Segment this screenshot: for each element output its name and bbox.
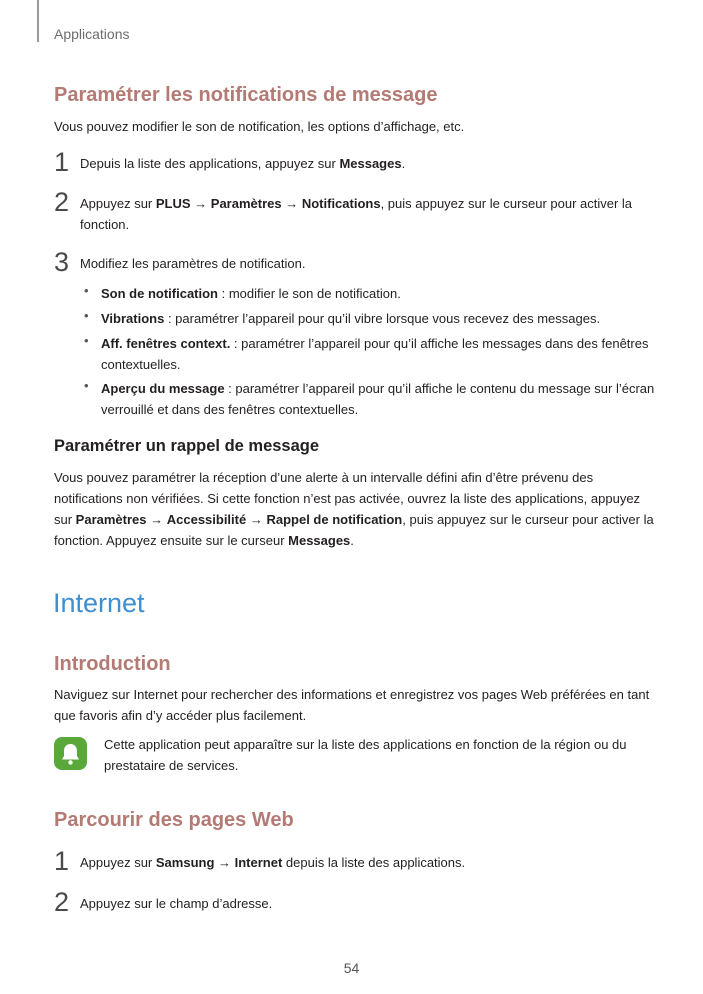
reminder-paragraph: Vous pouvez paramétrer la réception d’une alerte à un intervalle défini afin d’être prévenu des notifications non vérifiées. Si cette fonction n’est pas activée, ouvrez la liste des applications, appuyez sur Paramètres → Accessibilité → Rappel de notification, puis appuyez sur le curseur pour activer la fonction. Appuyez ensuite sur le curseur Messages. [54, 470, 654, 548]
section-title-introduction: Introduction [54, 653, 171, 675]
margin-rule [37, 0, 39, 42]
bell-icon [54, 737, 87, 770]
chapter-title-internet: Internet [53, 588, 145, 618]
bullet-dot: • [84, 378, 89, 393]
bullet-dot: • [84, 333, 89, 348]
section-intro: Vous pouvez modifier le son de notification, les options d’affichage, etc. [54, 119, 465, 134]
step-number: 3 [54, 247, 70, 277]
step-text: Appuyez sur le champ d’adresse. [80, 896, 273, 911]
page-number: 54 [343, 960, 360, 976]
step-text: Appuyez sur Samsung → Internet depuis la liste des applications. [80, 855, 466, 870]
running-header: Applications [54, 26, 130, 42]
bullet-dot: • [84, 283, 89, 298]
section-title-notifications: Paramétrer les notifications de message [54, 84, 438, 106]
note-text: Cette application peut apparaître sur la liste des applications en fonction de la région ou du prestataire de services. [104, 737, 627, 773]
step-number: 1 [54, 147, 70, 177]
step-text: Depuis la liste des applications, appuyez sur Messages. [80, 156, 406, 171]
bullet-dot: • [84, 308, 89, 323]
step-text: Appuyez sur PLUS → Paramètres → Notifications, puis appuyez sur le curseur pour activer la fonction. [80, 196, 633, 232]
introduction-paragraph: Naviguez sur Internet pour rechercher des informations et enregistrez vos pages Web préférées en tant que favoris afin d’y accéder plus facilement. [54, 687, 650, 723]
section-title-reminder: Paramétrer un rappel de message [54, 437, 320, 455]
step-number: 2 [54, 887, 70, 917]
step-text: Modifiez les paramètres de notification. [80, 256, 306, 271]
step-number: 2 [54, 187, 70, 217]
section-title-browse: Parcourir des pages Web [54, 809, 294, 831]
step-number: 1 [54, 846, 70, 876]
